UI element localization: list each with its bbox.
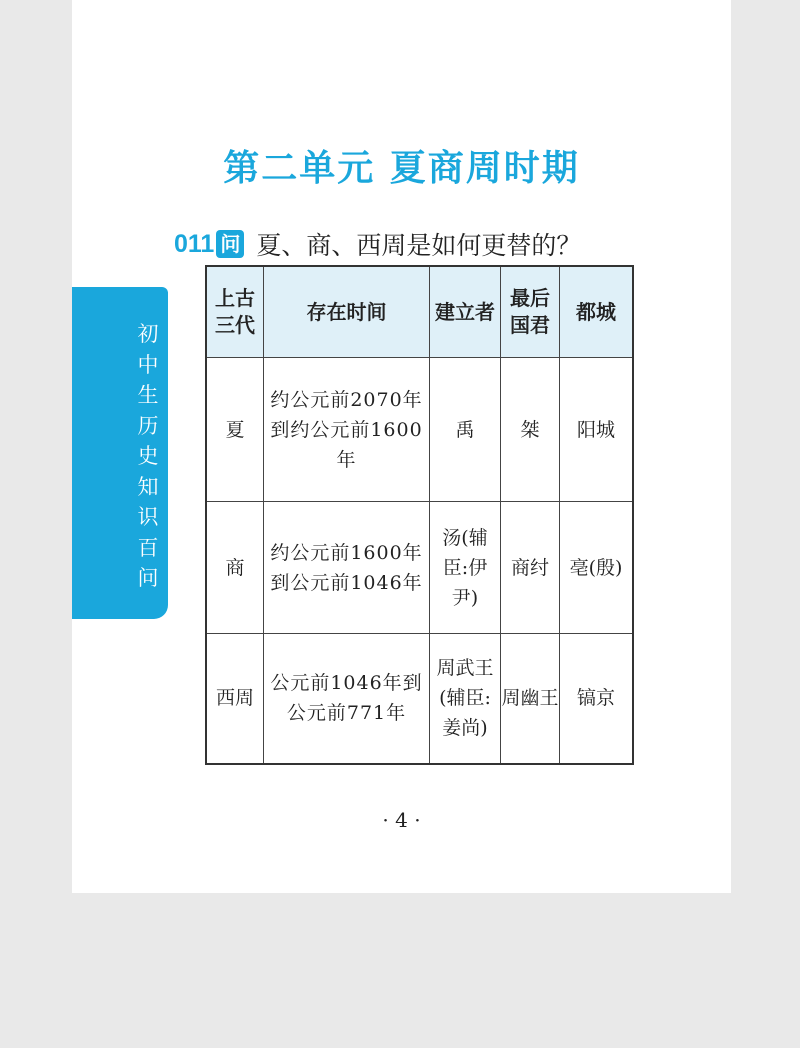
header-capital: 都城 [560, 266, 634, 358]
cell-capital: 亳(殷) [560, 502, 634, 634]
cell-last-ruler: 桀 [501, 358, 560, 502]
question-text: 夏、商、西周是如何更替的？ [256, 231, 582, 260]
header-time: 存在时间 [264, 266, 430, 358]
cell-time: 公元前1046年到公元前771年 [264, 634, 430, 764]
unit-title: 第二单元 夏商周时期 [223, 147, 580, 189]
cell-dynasty: 西周 [206, 634, 264, 764]
cell-dynasty: 夏 [206, 358, 264, 502]
book-page [72, 0, 731, 893]
table-row [206, 634, 633, 764]
table-row [206, 358, 633, 502]
cell-last-ruler: 商纣 [501, 502, 560, 634]
header-last-ruler: 最后国君 [501, 266, 560, 358]
cell-founder: 周武王(辅臣:姜尚) [430, 634, 501, 764]
question-heading [174, 224, 581, 264]
table-row [206, 502, 633, 634]
cell-dynasty: 商 [206, 502, 264, 634]
header-dynasty: 上古三代 [206, 266, 264, 358]
cell-capital: 镐京 [560, 634, 634, 764]
cell-time: 约公元前2070年到约公元前1600年 [264, 358, 430, 502]
header-founder: 建立者 [430, 266, 501, 358]
history-table [205, 265, 634, 765]
cell-founder: 禹 [430, 358, 501, 502]
cell-last-ruler: 周幽王 [501, 634, 560, 764]
question-badge: 问 [216, 230, 244, 258]
side-tab-label: 初中生历史知识百问 [137, 322, 159, 590]
question-number: 011 [174, 229, 215, 258]
cell-capital: 阳城 [560, 358, 634, 502]
cell-time: 约公元前1600年到公元前1046年 [264, 502, 430, 634]
side-tab [72, 287, 168, 619]
cell-founder: 汤(辅臣:伊尹) [430, 502, 501, 634]
table-header-row [206, 266, 633, 358]
page-number: · 4 · [382, 808, 421, 832]
